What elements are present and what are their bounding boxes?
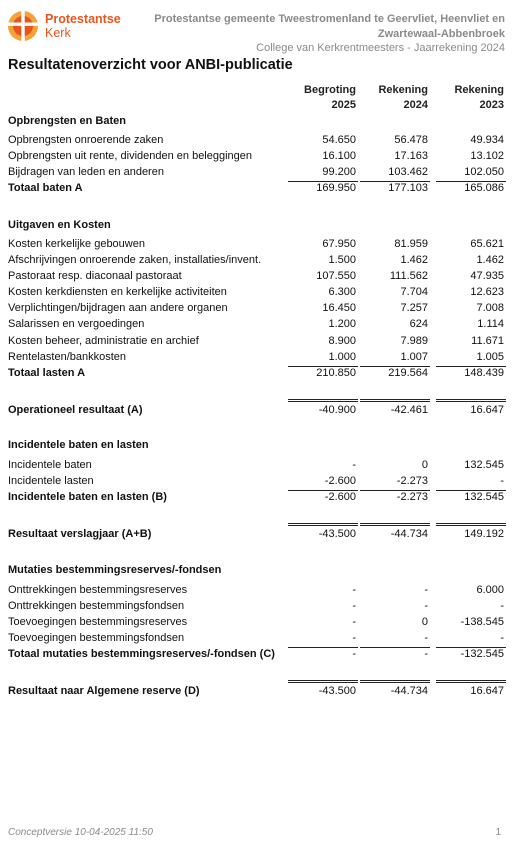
- row-value: -42.461: [390, 404, 428, 416]
- row-label: Totaal mutaties bestemmingsreserves/-fondsen (C): [8, 648, 275, 660]
- row-value: -: [352, 648, 356, 660]
- table-row: [8, 317, 505, 331]
- row-value: 0: [421, 616, 428, 628]
- row-value: 149.192: [464, 528, 504, 540]
- row-label: Opbrengsten uit rente, dividenden en beleggingen: [8, 150, 253, 162]
- column-header-line2: 2024: [403, 98, 428, 111]
- row-value: -: [424, 632, 428, 644]
- row-value: -: [424, 600, 428, 612]
- row-value: -44.734: [390, 685, 428, 697]
- sum-rule: [288, 181, 358, 182]
- table-row: [8, 350, 505, 364]
- row-label: Opbrengsten onroerende zaken: [8, 134, 164, 146]
- row-value: 16.450: [322, 302, 356, 314]
- row-value: 16.100: [322, 150, 356, 162]
- sum-rule: [436, 490, 506, 491]
- row-value: 12.623: [470, 286, 504, 298]
- row-label: Mutaties bestemmingsreserves/-fondsen: [8, 564, 222, 576]
- row-label: Kosten kerkelijke gebouwen: [8, 238, 145, 250]
- row-value: -: [500, 475, 504, 487]
- total-row: [8, 366, 505, 380]
- row-label: Incidentele baten en lasten: [8, 439, 149, 451]
- table-row: [8, 269, 505, 283]
- row-value: 6.000: [476, 584, 504, 596]
- row-value: 8.900: [328, 335, 356, 347]
- organization-name-line2: Zwartewaal-Abbenbroek: [377, 27, 505, 40]
- row-value: 1.114: [477, 318, 504, 330]
- row-label: Kosten kerkdiensten en kerkelijke activiteiten: [8, 286, 227, 298]
- result-row: [8, 403, 505, 417]
- table-row: [8, 149, 505, 163]
- double-rule: [288, 680, 358, 683]
- row-label: Onttrekkingen bestemmingsreserves: [8, 584, 188, 596]
- double-rule: [436, 399, 506, 402]
- row-value: 1.007: [400, 351, 428, 363]
- row-value: 65.621: [470, 238, 504, 250]
- section-heading: [8, 218, 505, 232]
- logo-line1: Protestantse: [45, 12, 121, 26]
- row-value: 16.647: [470, 685, 504, 697]
- row-value: 624: [409, 318, 428, 330]
- row-value: 17.163: [394, 150, 428, 162]
- organization-name-line1: Protestantse gemeente Tweestromenland te Geervliet, Heenvliet en: [154, 13, 505, 25]
- row-label: Toevoegingen bestemmingsfondsen: [8, 632, 185, 644]
- sum-rule: [288, 490, 358, 491]
- table-row: [8, 165, 505, 179]
- row-value: 16.647: [470, 404, 504, 416]
- logo-line2: Kerk: [45, 26, 71, 40]
- row-label: Verplichtingen/bijdragen aan andere organen: [8, 302, 228, 314]
- row-value: -43.500: [318, 528, 356, 540]
- protestantse-kerk-logo-icon: [7, 10, 39, 42]
- row-value: -: [352, 632, 356, 644]
- document-header: [125, 12, 505, 56]
- column-header: [438, 83, 504, 112]
- row-value: 67.950: [322, 238, 356, 250]
- table-row: [8, 334, 505, 348]
- column-header-line1: Begroting: [304, 84, 356, 96]
- row-value: -: [352, 459, 356, 471]
- row-label: Totaal lasten A: [8, 367, 86, 379]
- row-value: 1.462: [400, 254, 428, 266]
- table-row: [8, 474, 505, 488]
- table-row: [8, 253, 505, 267]
- table-row: [8, 599, 505, 613]
- row-value: -: [424, 584, 428, 596]
- column-header-line2: 2023: [479, 98, 504, 111]
- row-value: 1.200: [328, 318, 356, 330]
- row-value: 49.934: [470, 134, 504, 146]
- row-value: 1.005: [476, 351, 504, 363]
- column-header: [362, 83, 428, 112]
- row-value: -: [424, 648, 428, 660]
- row-value: 111.562: [389, 270, 428, 282]
- row-value: 13.102: [470, 150, 504, 162]
- row-value: 6.300: [328, 286, 356, 298]
- row-value: 7.008: [476, 302, 504, 314]
- row-value: 11.671: [471, 335, 504, 347]
- row-label: Uitgaven en Kosten: [8, 219, 111, 231]
- row-value: 165.086: [464, 182, 504, 194]
- row-label: Totaal baten A: [8, 182, 83, 194]
- row-value: 1.000: [328, 351, 356, 363]
- table-row: [8, 458, 505, 472]
- double-rule: [436, 680, 506, 683]
- row-value: 0: [421, 459, 428, 471]
- row-value: 99.200: [322, 166, 356, 178]
- table-row: [8, 237, 505, 251]
- section-heading: [8, 114, 505, 128]
- row-value: 132.545: [464, 459, 504, 471]
- document-subtitle: College van Kerkrentmeesters - Jaarrekening 2024: [256, 42, 505, 54]
- row-value: 47.935: [470, 270, 504, 282]
- row-value: 177.103: [388, 182, 428, 194]
- row-value: 107.550: [316, 270, 356, 282]
- row-value: -138.545: [460, 616, 504, 628]
- row-label: Resultaat verslagjaar (A+B): [8, 528, 152, 540]
- row-label: Incidentele baten: [8, 459, 92, 471]
- row-label: Afschrijvingen onroerende zaken, installaties/invent.: [8, 254, 262, 266]
- double-rule: [288, 523, 358, 526]
- row-value: 169.950: [316, 182, 356, 194]
- section-heading: [8, 563, 505, 577]
- row-value: 148.439: [464, 367, 504, 379]
- sum-rule: [360, 647, 430, 648]
- sum-rule: [360, 490, 430, 491]
- row-value: 210.850: [316, 367, 356, 379]
- row-value: -: [352, 600, 356, 612]
- column-header-line1: Rekening: [378, 84, 428, 96]
- row-value: 102.050: [464, 166, 504, 178]
- double-rule: [360, 523, 430, 526]
- page-number: 1: [495, 827, 501, 838]
- row-label: Bijdragen van leden en anderen: [8, 166, 164, 178]
- table-row: [8, 615, 505, 629]
- sum-rule: [360, 181, 430, 182]
- row-value: 54.650: [322, 134, 356, 146]
- row-label: Onttrekkingen bestemmingsfondsen: [8, 600, 185, 612]
- sum-rule: [360, 366, 430, 367]
- row-value: 103.462: [388, 166, 428, 178]
- column-header-line1: Rekening: [454, 84, 504, 96]
- row-value: 219.564: [388, 367, 428, 379]
- total-row: [8, 181, 505, 195]
- total-row: [8, 647, 505, 661]
- sum-rule: [288, 366, 358, 367]
- sum-rule: [288, 647, 358, 648]
- row-label: Pastoraat resp. diaconaal pastoraat: [8, 270, 182, 282]
- double-rule: [288, 399, 358, 402]
- report-title: Resultatenoverzicht voor ANBI-publicatie: [8, 57, 293, 73]
- sum-rule: [436, 181, 506, 182]
- double-rule: [360, 680, 430, 683]
- sum-rule: [436, 366, 506, 367]
- row-value: -43.500: [318, 685, 356, 697]
- row-value: -132.545: [460, 648, 504, 660]
- row-label: Rentelasten/bankkosten: [8, 351, 127, 363]
- table-row: [8, 285, 505, 299]
- row-value: 132.545: [464, 491, 504, 503]
- row-value: -44.734: [390, 528, 428, 540]
- row-label: Incidentele baten en lasten (B): [8, 491, 167, 503]
- row-value: -2.273: [396, 475, 428, 487]
- table-row: [8, 301, 505, 315]
- row-value: -40.900: [318, 404, 356, 416]
- table-row: [8, 583, 505, 597]
- table-row: [8, 133, 505, 147]
- footer-version: Conceptversie 10-04-2025 11:50: [8, 827, 153, 838]
- row-label: Toevoegingen bestemmingsreserves: [8, 616, 188, 628]
- row-value: 1.462: [476, 254, 504, 266]
- row-label: Kosten beheer, administratie en archief: [8, 335, 199, 347]
- row-value: -2.600: [324, 491, 356, 503]
- logo: [7, 9, 127, 45]
- row-label: Salarissen en vergoedingen: [8, 318, 145, 330]
- result-row: [8, 684, 505, 698]
- row-value: 56.478: [394, 134, 428, 146]
- row-label: Incidentele lasten: [8, 475, 94, 487]
- column-header-line2: 2025: [331, 98, 356, 111]
- logo-text: [45, 12, 121, 40]
- row-value: -: [500, 632, 504, 644]
- column-header: [290, 83, 356, 112]
- double-rule: [360, 399, 430, 402]
- section-heading: [8, 438, 505, 452]
- row-label: Opbrengsten en Baten: [8, 115, 126, 127]
- row-value: -: [352, 584, 356, 596]
- row-value: 7.704: [400, 286, 428, 298]
- double-rule: [436, 523, 506, 526]
- row-label: Resultaat naar Algemene reserve (D): [8, 685, 200, 697]
- row-value: 7.989: [400, 335, 428, 347]
- row-value: -: [352, 616, 356, 628]
- result-row: [8, 527, 505, 541]
- row-value: 81.959: [394, 238, 428, 250]
- row-label: Operationeel resultaat (A): [8, 404, 143, 416]
- sum-rule: [436, 647, 506, 648]
- row-value: -: [500, 600, 504, 612]
- row-value: 7.257: [400, 302, 428, 314]
- row-value: -2.600: [324, 475, 356, 487]
- row-value: -2.273: [396, 491, 428, 503]
- total-row: [8, 490, 505, 504]
- row-value: 1.500: [328, 254, 356, 266]
- table-row: [8, 631, 505, 645]
